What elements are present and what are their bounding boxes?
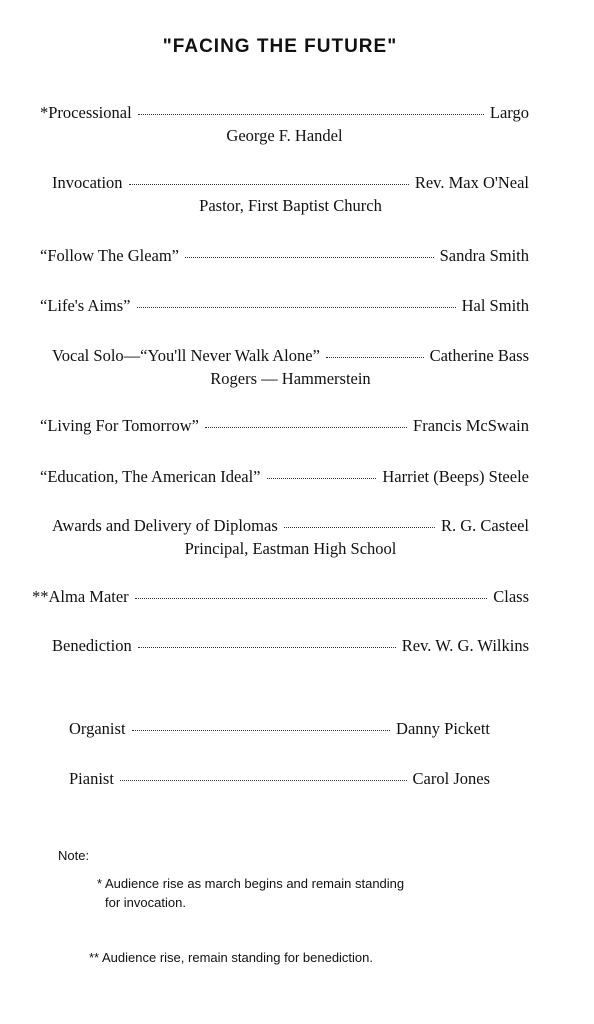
dot-leader [132,729,391,731]
musician-pianist [69,769,490,789]
note-label: Note: [58,848,90,863]
program-item-performer: Largo [489,103,529,122]
musician-name: Danny Pickett [396,719,490,738]
program-item-performer: R. G. Casteel [441,516,529,535]
dot-leader [267,477,377,479]
program-title: "FACING THE FUTURE" [162,36,398,57]
program-item-performer: Rev. Max O'Neal [414,173,529,192]
program-item-subtitle: Rogers — Hammerstein [210,369,371,388]
program-item-alma-mater [32,587,529,607]
dot-leader [137,306,456,308]
program-item-invocation [52,173,529,216]
program-item-follow-the-gleam [40,246,529,266]
dot-leader [185,256,434,258]
program-item-label: Benediction [52,636,132,655]
program-item-performer: Harriet (Beeps) Steele [382,467,529,486]
program-item-label: **Alma Mater [32,587,129,606]
program-item-processional [40,103,529,146]
program-item-living-for-tomorrow [40,416,529,436]
program-item-lifes-aims [40,296,529,316]
dot-leader [326,356,424,358]
dot-leader [138,113,484,115]
program-item-subtitle: Pastor, First Baptist Church [199,196,382,215]
program-item-label: Awards and Delivery of Diplomas [52,516,278,535]
program-item-performer: Rev. W. G. Wilkins [401,636,529,655]
note-2: ** Audience rise, remain standing for benediction. [89,950,374,965]
program-item-performer: Class [493,587,529,606]
program-item-awards [52,516,529,559]
note-1-line-1: * Audience rise as march begins and remain standing [97,876,405,891]
dot-leader [284,526,435,528]
musician-role: Organist [69,719,126,738]
program-item-subtitle: George F. Handel [226,126,343,145]
program-item-label: “Living For Tomorrow” [40,416,199,435]
program-item-vocal-solo [52,346,529,389]
program-item-label: “Education, The American Ideal” [40,467,261,486]
dot-leader [129,183,409,185]
program-item-performer: Hal Smith [461,296,529,315]
program-item-subtitle: Principal, Eastman High School [184,539,397,558]
dot-leader [205,426,407,428]
musician-role: Pianist [69,769,114,788]
program-item-performer: Sandra Smith [439,246,529,265]
program-item-label: Vocal Solo—“You'll Never Walk Alone” [52,346,320,365]
program-item-label: *Processional [40,103,132,122]
program-item-label: “Follow The Gleam” [40,246,179,265]
program-item-label: “Life's Aims” [40,296,131,315]
note-1-line-2: for invocation. [105,895,186,910]
program-item-benediction [52,636,529,656]
dot-leader [135,597,488,599]
musician-name: Carol Jones [412,769,490,788]
dot-leader [120,779,407,781]
musician-organist [69,719,490,739]
dot-leader [138,646,396,648]
program-item-education [40,467,529,487]
program-item-label: Invocation [52,173,123,192]
program-item-performer: Catherine Bass [429,346,529,365]
program-item-performer: Francis McSwain [413,416,529,435]
